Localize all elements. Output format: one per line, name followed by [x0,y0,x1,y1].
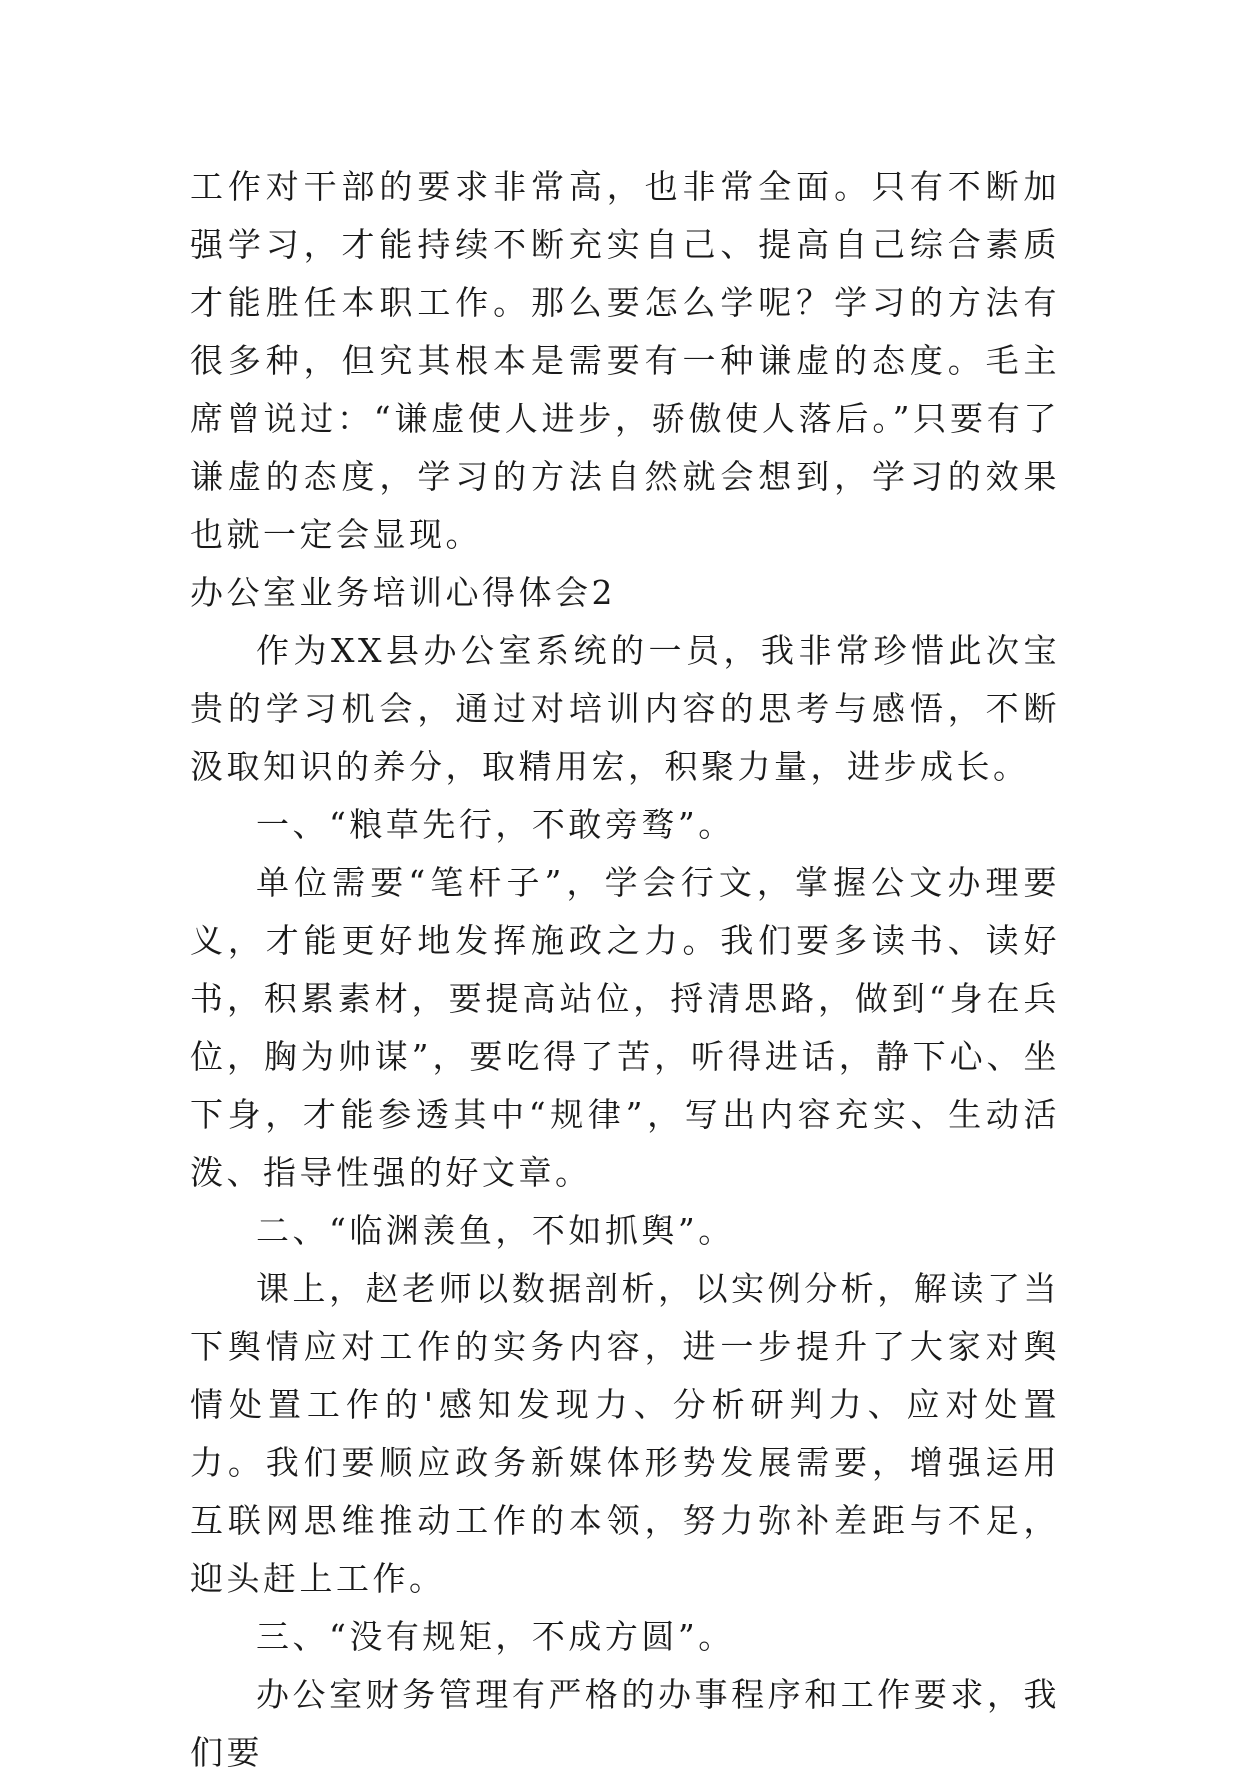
section-heading: 办公室业务培训心得体会2 [190,573,616,612]
subsection-heading: 三、“没有规矩，不成方圆”。 [256,1617,735,1656]
subsection-heading: 一、“粮草先行，不敢旁骛”。 [256,805,735,844]
body-paragraph: 单位需要“笔杆子”，学会行文，掌握公文办理要义，才能更好地发挥施政之力。我们要多读书、读好书，积累素材，要提高站位，捋清思路，做到“身在兵位，胸为帅谋”，要吃得了苦，听得进话，静下心、坐下身，才能参透其中“规律”，写出内容充实、生动活泼、指导性强的好文章。 [190,863,1060,1192]
body-paragraph: 工作对干部的要求非常高，也非常全面。只有不断加强学习，才能持续不断充实自己、提高自己综合素质才能胜任本职工作。那么要怎么学呢？学习的方法有很多种，但究其根本是需要有一种谦虚的态度。毛主席曾说过：“谦虚使人进步，骄傲使人落后。”只要有了谦虚的态度，学习的方法自然就会想到，学习的效果也就一定会显现。 [190,167,1060,554]
body-paragraph: 课上，赵老师以数据剖析，以实例分析，解读了当下舆情应对工作的实务内容，进一步提升了大家对舆情处置工作的'感知发现力、分析研判力、应对处置力。我们要顺应政务新媒体形势发展需要，增强运用互联网思维推动工作的本领，努力弥补差距与不足，迎头赶上工作。 [190,1269,1060,1598]
body-paragraph: 作为XX县办公室系统的一员，我非常珍惜此次宝贵的学习机会，通过对培训内容的思考与感悟，不断汲取知识的养分，取精用宏，积聚力量，进步成长。 [190,631,1060,786]
subsection-heading: 二、“临渊羡鱼，不如抓舆”。 [256,1211,735,1250]
document-body [190,158,1060,1782]
body-paragraph: 办公室财务管理有严格的办事程序和工作要求，我们要 [190,1675,1060,1772]
